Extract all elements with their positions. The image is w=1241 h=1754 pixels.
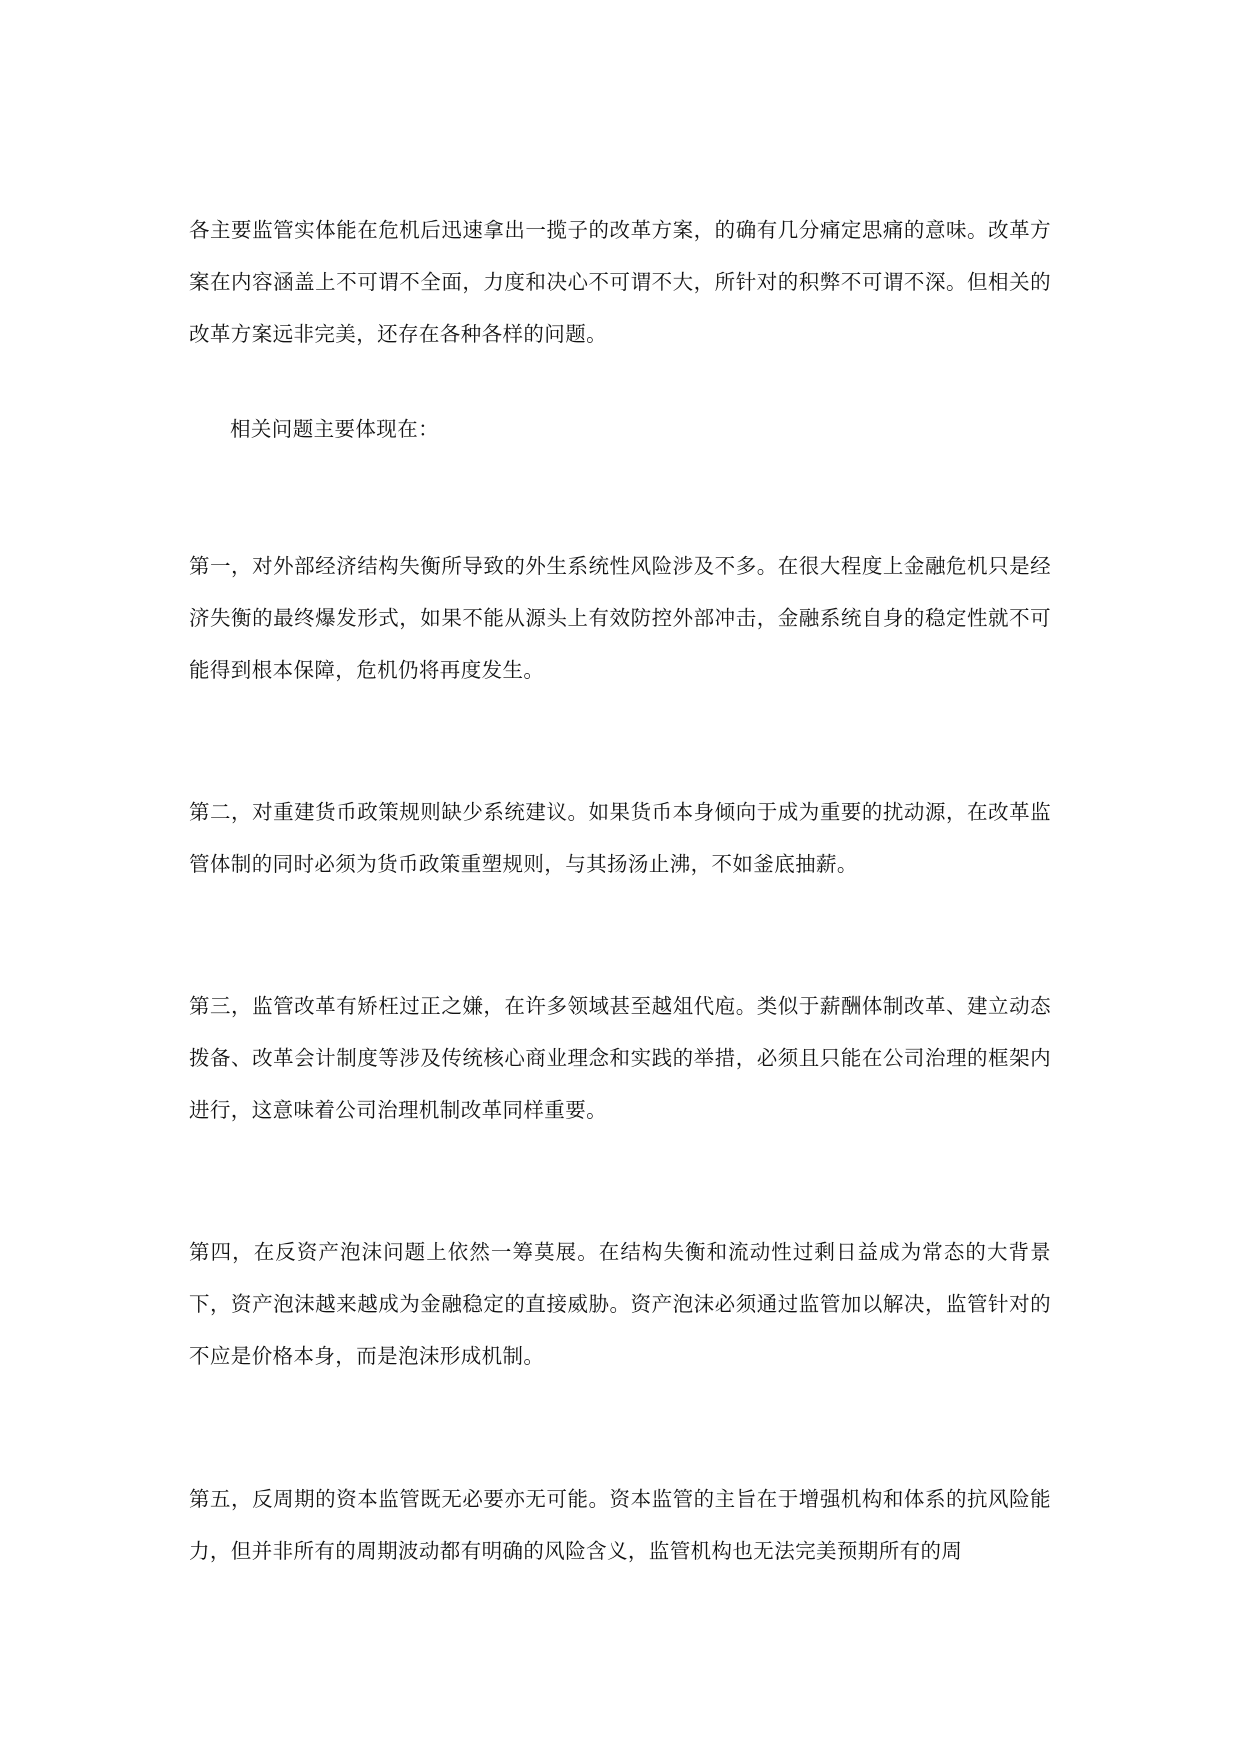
paragraph-point-4: 第四，在反资产泡沫问题上依然一筹莫展。在结构失衡和流动性过剩日益成为常态的大背景下，资产泡沫越来越成为金融稳定的直接威胁。资产泡沫必须通过监管加以解决，监管针对的不应是价格本身，而是泡沫形成机制。 — [189, 1240, 1051, 1368]
paragraph-point-2: 第二，对重建货币政策规则缺少系统建议。如果货币本身倾向于成为重要的扰动源，在改革监管体制的同时必须为货币政策重塑规则，与其扬汤止沸，不如釜底抽薪。 — [189, 800, 1051, 876]
paragraph-intro: 各主要监管实体能在危机后迅速拿出一揽子的改革方案，的确有几分痛定思痛的意味。改革方案在内容涵盖上不可谓不全面，力度和决心不可谓不大，所针对的积弊不可谓不深。但相关的改革方案远非完美，还存在各种各样的问题。 — [189, 218, 1051, 346]
paragraph-issues-heading: 相关问题主要体现在： — [230, 417, 439, 441]
paragraph-point-1: 第一，对外部经济结构失衡所导致的外生系统性风险涉及不多。在很大程度上金融危机只是经济失衡的最终爆发形式，如果不能从源头上有效防控外部冲击，金融系统自身的稳定性就不可能得到根本保障，危机仍将再度发生。 — [189, 554, 1051, 682]
paragraph-point-5: 第五，反周期的资本监管既无必要亦无可能。资本监管的主旨在于增强机构和体系的抗风险能力，但并非所有的周期波动都有明确的风险含义，监管机构也无法完美预期所有的周 — [189, 1487, 1051, 1563]
paragraph-point-3: 第三，监管改革有矫枉过正之嫌，在许多领域甚至越俎代庖。类似于薪酬体制改革、建立动态拨备、改革会计制度等涉及传统核心商业理念和实践的举措，必须且只能在公司治理的框架内进行，这意味着公司治理机制改革同样重要。 — [189, 994, 1051, 1122]
